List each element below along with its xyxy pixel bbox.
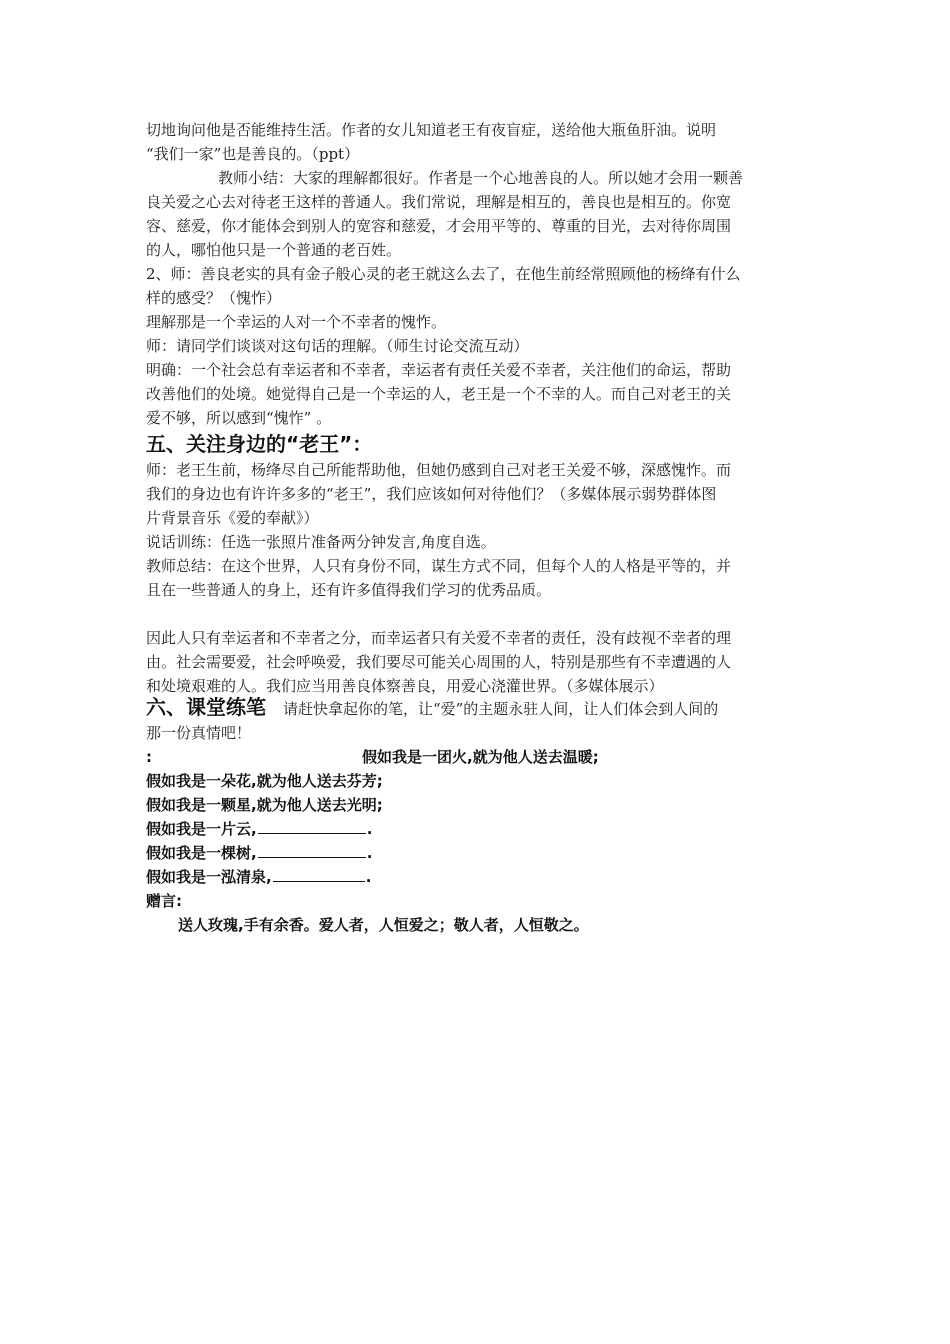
section-5-heading: 五、关注身边的“老王”：	[146, 432, 373, 456]
poem-line-prefix: 假如我是一泓清泉,	[146, 868, 272, 886]
text-line: 片背景音乐《爱的奉献》）	[146, 509, 319, 527]
teacher-summary-line: 的人，哪怕他只是一个普通的老百姓。	[146, 241, 402, 259]
teacher-summary-line: 容、慈爱，你才能体会到别人的宽容和慈爱，才会用平等的、尊重的目光，去对待你周围	[146, 217, 732, 235]
section-6-title: 六、课堂练笔	[146, 695, 266, 719]
teacher-summary-line: 良关爱之心去对待老王这样的普通人。我们常说，理解是相互的，善良也是相互的。你宽	[146, 193, 732, 211]
text-line: 爱不够，所以感到“愧怍” 。	[146, 409, 332, 427]
section-6-intro: 请赶快拿起你的笔，让“爱”的主题永驻人间，让人们体会到人间的	[282, 700, 719, 718]
poem-line-prefix: 假如我是一片云,	[146, 820, 257, 838]
text-line: 因此人只有幸运者和不幸者之分，而幸运者只有关爱不幸者的责任，没有歧视不幸者的理	[146, 629, 732, 647]
section-6-heading	[146, 694, 718, 722]
poem-line-end: .	[365, 868, 372, 886]
text-line: 切地询问他是否能维持生活。作者的女儿知道老王有夜盲症，送给他大瓶鱼肝油。说明	[146, 121, 717, 139]
poem-line: 假如我是一朵花,就为他人送去芬芳;	[146, 772, 383, 790]
text-line: 和处境艰难的人。我们应当用善良体察善良，用爱心浇灌世界。（多媒体展示）	[146, 677, 664, 695]
text-line: 师：老王生前，杨绛尽自己所能帮助他，但她仍感到自己对老王关爱不够，深感愧怍。而	[146, 461, 732, 479]
gift-text: 送人玫瑰,手有余香。爱人者，人恒爱之；敬人者，人恒敬之。	[178, 916, 589, 934]
poem-line-prefix: 假如我是一棵树,	[146, 844, 257, 862]
poem-line-blank	[146, 841, 372, 865]
poem-line-blank	[146, 865, 371, 889]
poem-line: 假如我是一团火,就为他人送去温暖;	[362, 748, 599, 766]
fill-in-blank[interactable]	[273, 867, 365, 882]
question-line: 2、师：善良老实的具有金子般心灵的老王就这么去了，在他生前经常照顾他的杨绛有什么	[146, 265, 741, 283]
text-line: 由。社会需要爱，社会呼唤爱，我们要尽可能关心周围的人，特别是那些有不幸遭遇的人	[146, 653, 732, 671]
text-line: 且在一些普通人的身上，还有许多值得我们学习的优秀品质。	[146, 581, 552, 599]
poem-line-end: .	[366, 844, 373, 862]
fill-in-blank[interactable]	[258, 843, 366, 858]
text-line: 教师总结：在这个世界，人只有身份不同，谋生方式不同，但每个人的人格是平等的，并	[146, 557, 732, 575]
text-line: 改善他们的处境。她觉得自己是一个幸运的人，老王是一个不幸的人。而自己对老王的关	[146, 385, 732, 403]
text-line: 我们的身边也有许许多多的“老王”，我们应该如何对待他们？（多媒体展示弱势群体图	[146, 485, 717, 503]
text-line: 那一份真情吧！	[146, 724, 252, 742]
fill-in-blank[interactable]	[258, 819, 366, 834]
teacher-summary-line: 教师小结：大家的理解都很好。作者是一个心地善良的人。所以她才会用一颗善	[218, 169, 744, 187]
poem-line-blank	[146, 817, 372, 841]
poem-line-end: .	[366, 820, 373, 838]
poem-line: 假如我是一颗星,就为他人送去光明;	[146, 796, 383, 814]
text-line: 明确：一个社会总有幸运者和不幸者，幸运者有责任关爱不幸者，关注他们的命运，帮助	[146, 361, 732, 379]
gift-label: 赠言:	[146, 892, 182, 910]
text-line: 理解那是一个幸运的人对一个不幸者的愧怍。	[146, 313, 447, 331]
question-line: 样的感受？（愧怍）	[146, 289, 282, 307]
text-line: “我们一家”也是善良的。（ppt）	[146, 145, 360, 163]
poem-colon: :	[146, 748, 152, 766]
text-line: 师：请同学们谈谈对这句话的理解。（师生讨论交流互动）	[146, 337, 529, 355]
text-line: 说话训练：任选一张照片准备两分钟发言,角度自选。	[146, 533, 496, 551]
